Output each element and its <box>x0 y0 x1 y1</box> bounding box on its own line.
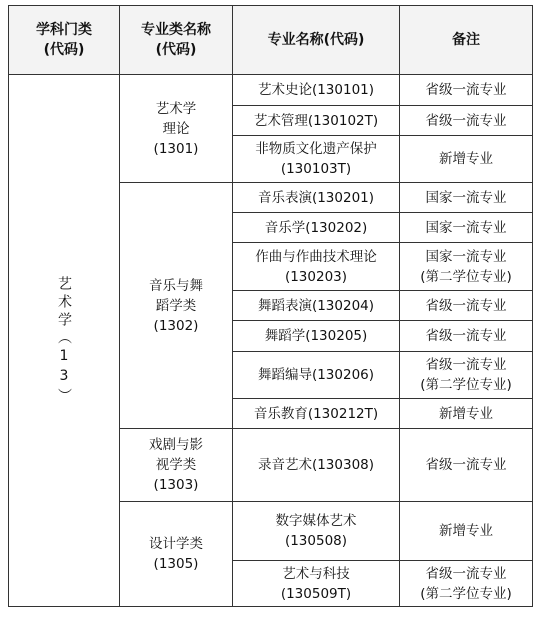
major-cell <box>233 352 400 399</box>
major-cell <box>233 291 400 321</box>
category-name-line: 艺术学 <box>155 100 197 117</box>
major-cell <box>233 502 400 561</box>
major-name-line: 舞蹈学(130205) <box>264 328 368 344</box>
major-cell <box>233 136 400 183</box>
note-cell <box>400 243 533 291</box>
major-name-line: 数字媒体艺术 <box>275 513 357 529</box>
discipline-cell <box>9 75 120 607</box>
category-cell <box>120 183 233 429</box>
note-cell <box>400 399 533 429</box>
major-cell <box>233 399 400 429</box>
category-cell <box>120 75 233 183</box>
header-discipline-line: 学科门类 <box>36 22 92 38</box>
table-body <box>9 75 533 607</box>
note-cell <box>400 183 533 213</box>
major-cell <box>233 183 400 213</box>
major-name-line: 非物质文化遗产保护 <box>255 141 377 157</box>
note-cell <box>400 136 533 183</box>
category-name-line: 蹈学类 <box>155 297 197 314</box>
major-cell <box>233 213 400 243</box>
header-discipline-line: (代码) <box>43 42 85 58</box>
note-cell <box>400 561 533 607</box>
major-name-line: (130203) <box>284 268 348 285</box>
major-cell <box>233 75 400 106</box>
note-cell <box>400 321 533 352</box>
category-name-line: 戏剧与影 <box>149 437 203 453</box>
note-line: 省级一流专业 <box>425 457 507 473</box>
category-name-line: 音乐与舞 <box>149 277 203 294</box>
category-name-line: 设计学类 <box>149 536 203 552</box>
major-name-line: 舞蹈表演(130204) <box>257 297 375 314</box>
major-name-line: 音乐表演(130201) <box>257 189 375 206</box>
major-name-line: (130103T) <box>280 161 352 177</box>
header-category-line: 专业类名称 <box>141 22 211 38</box>
category-cell <box>120 502 233 607</box>
note-line: 国家一流专业 <box>425 248 507 265</box>
note-line: 省级一流专业 <box>425 328 507 344</box>
note-line: (第二学位专业) <box>420 268 512 285</box>
note-cell <box>400 352 533 399</box>
major-name-line: 音乐教育(130212T) <box>253 405 379 422</box>
header-category-line: (代码) <box>155 42 197 58</box>
header-row <box>9 6 533 75</box>
header-discipline <box>9 6 120 75</box>
major-name-line: 舞蹈编导(130206) <box>257 367 375 383</box>
category-name-line: (1302) <box>153 317 199 334</box>
note-line: 新增专业 <box>439 523 493 539</box>
major-name-line: 艺术史论(130101) <box>257 82 375 98</box>
note-line: 新增专业 <box>439 151 493 167</box>
note-cell <box>400 291 533 321</box>
note-cell <box>400 429 533 502</box>
note-line: 省级一流专业 <box>425 112 507 129</box>
major-cell <box>233 321 400 352</box>
note-cell <box>400 213 533 243</box>
note-line: 国家一流专业 <box>425 219 507 236</box>
major-name-line: (130509T) <box>280 585 352 602</box>
major-name-line: 作曲与作曲技术理论 <box>255 248 377 265</box>
major-cell <box>233 106 400 136</box>
note-line: (第二学位专业) <box>420 585 512 602</box>
table-row <box>9 75 533 106</box>
note-cell <box>400 106 533 136</box>
major-cell <box>233 561 400 607</box>
major-name-line: 艺术管理(130102T) <box>253 112 379 129</box>
header-category <box>120 6 233 75</box>
note-cell <box>400 75 533 106</box>
major-cell <box>233 243 400 291</box>
note-line: 省级一流专业 <box>425 297 507 314</box>
note-cell <box>400 502 533 561</box>
note-line: 省级一流专业 <box>425 82 507 98</box>
header-note: 备注 <box>400 6 533 75</box>
major-name-line: 音乐学(130202) <box>264 219 368 236</box>
note-line: 新增专业 <box>439 405 493 422</box>
majors-table <box>8 5 533 607</box>
note-line: 国家一流专业 <box>425 189 507 206</box>
category-cell <box>120 429 233 502</box>
category-name-line: 理论 <box>162 120 190 137</box>
note-line: (第二学位专业) <box>420 377 512 393</box>
header-major: 专业名称(代码) <box>233 6 400 75</box>
note-line: 省级一流专业 <box>425 565 507 582</box>
major-name-line: (130508) <box>284 533 348 549</box>
category-name-line: (1305) <box>153 556 199 572</box>
major-name-line: 录音艺术(130308) <box>257 457 375 473</box>
category-name-line: (1303) <box>153 477 199 493</box>
category-name-line: (1301) <box>153 140 199 157</box>
major-name-line: 艺术与科技 <box>282 565 350 582</box>
note-line: 省级一流专业 <box>425 357 507 373</box>
major-cell <box>233 429 400 502</box>
category-name-line: 视学类 <box>155 457 197 473</box>
discipline-label: 艺术学（13） <box>56 275 72 406</box>
